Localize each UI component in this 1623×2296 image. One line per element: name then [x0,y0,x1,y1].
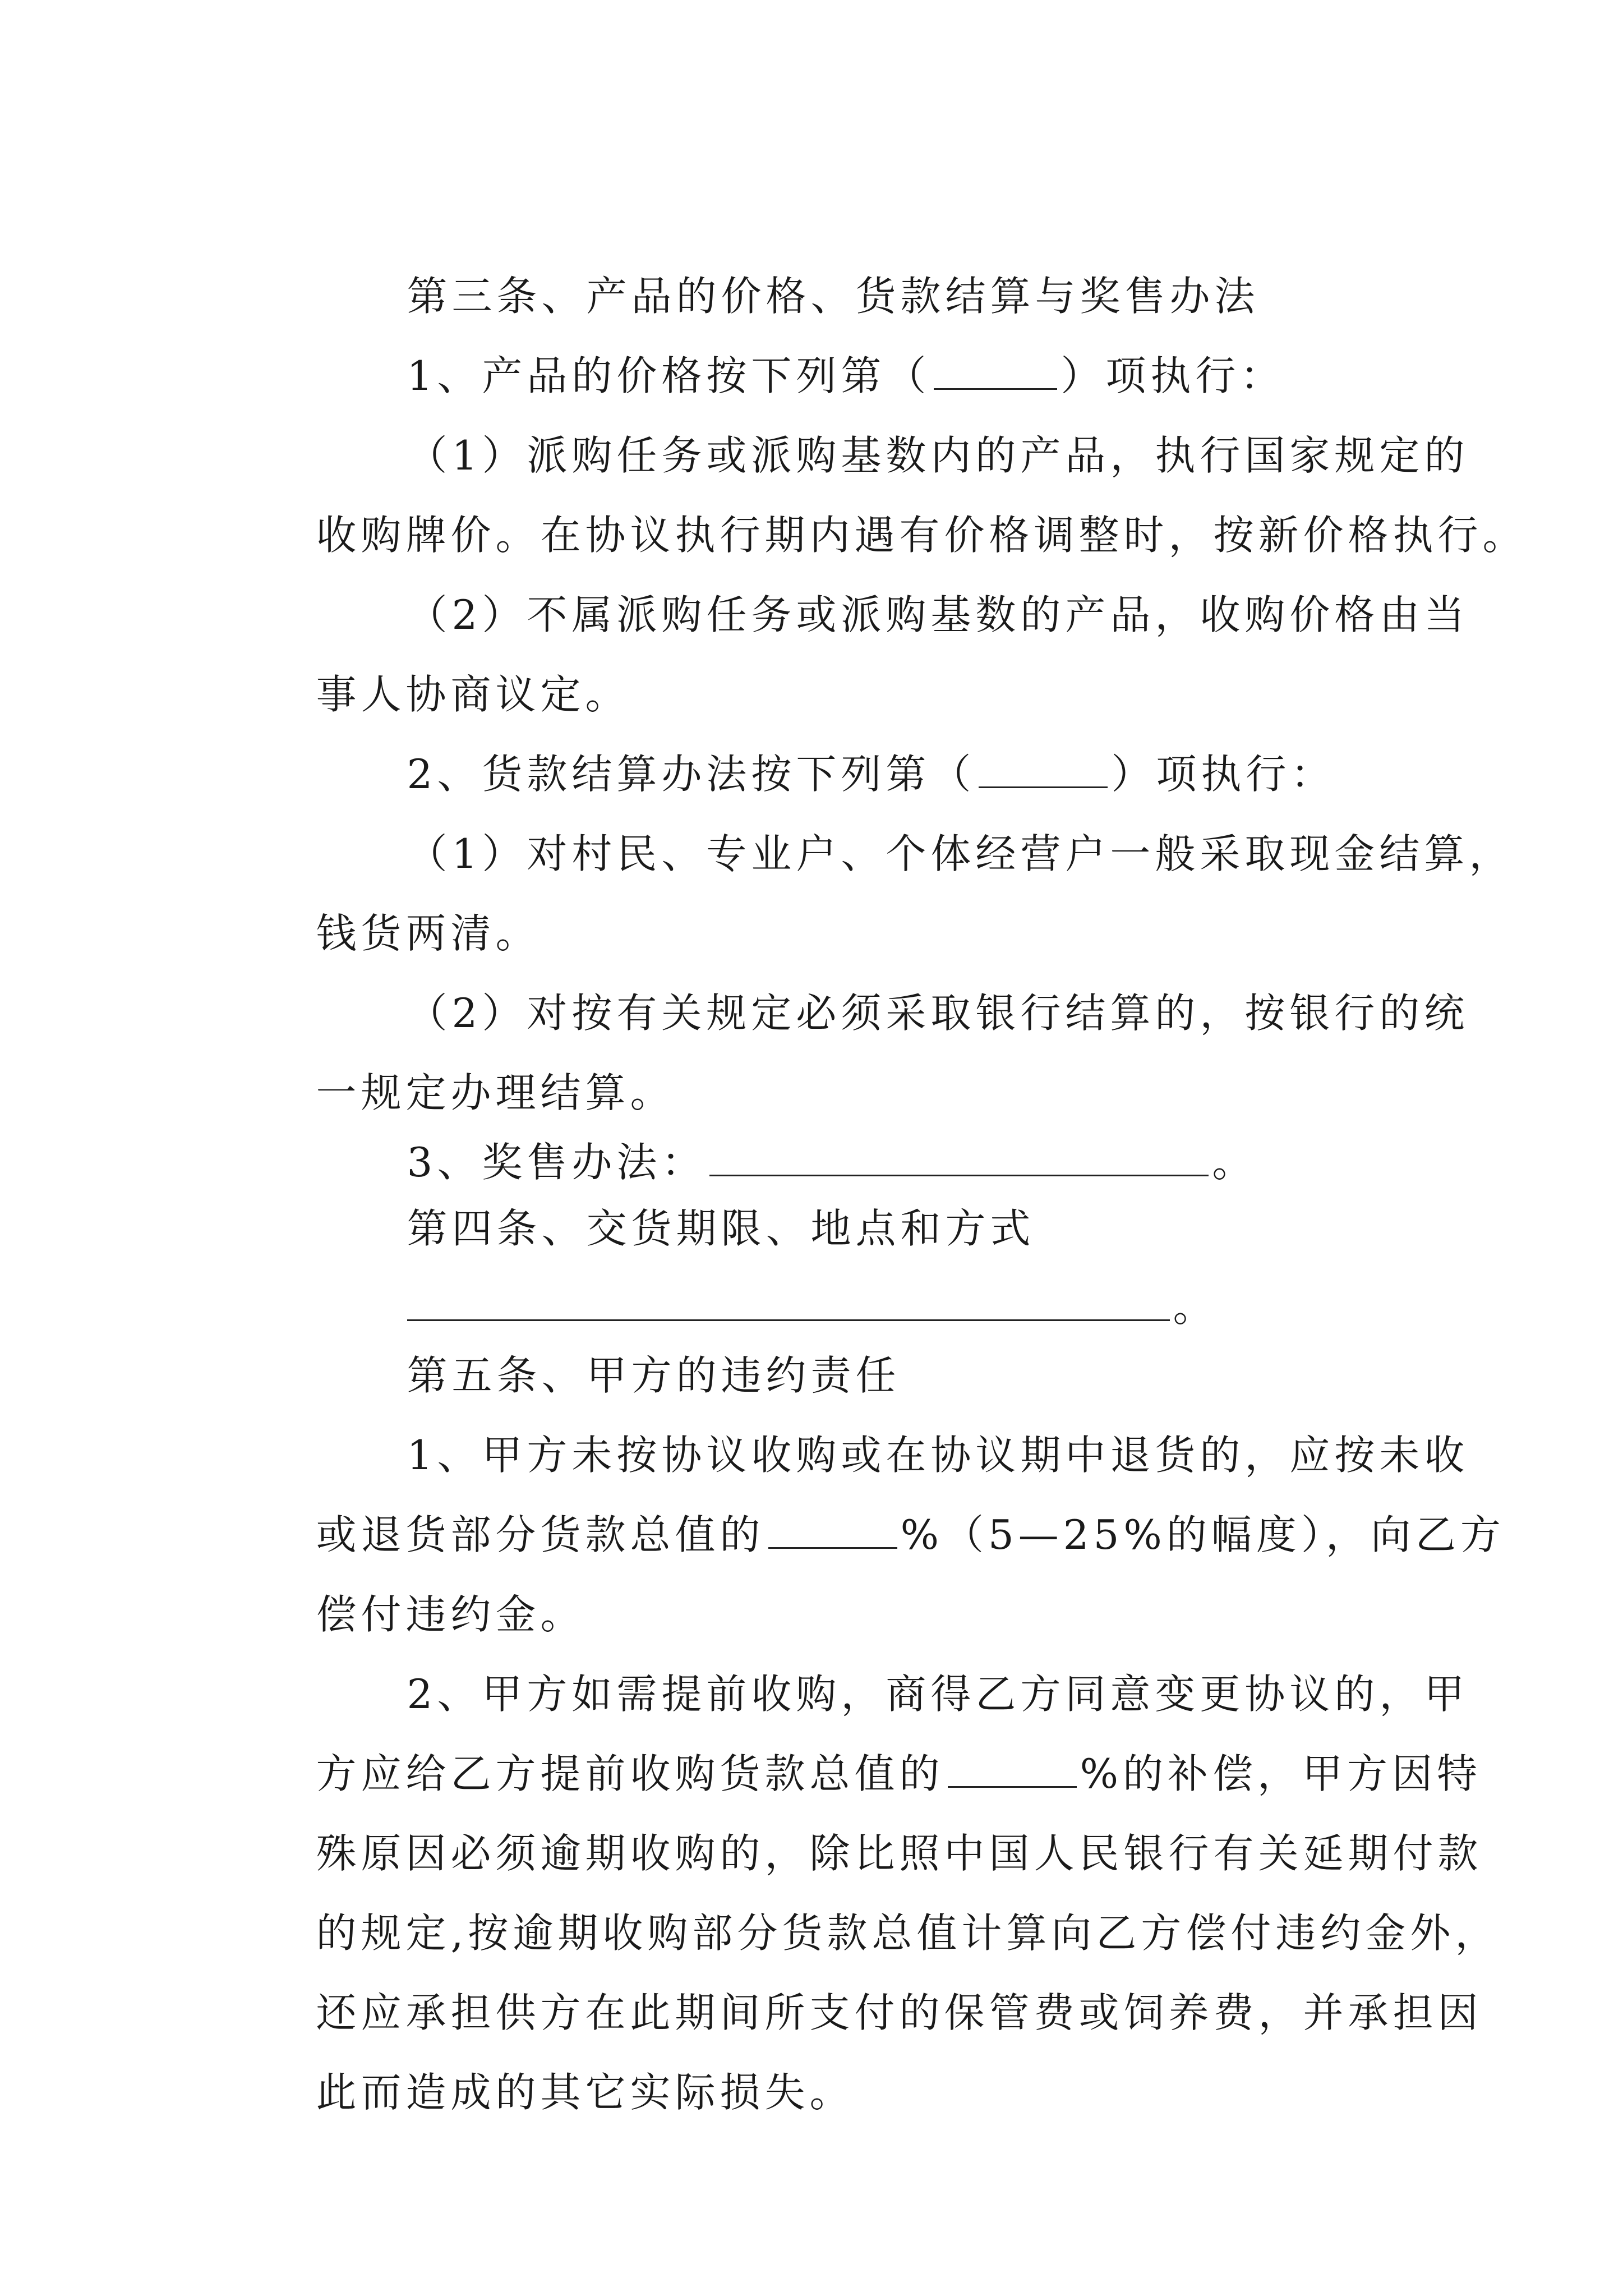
article5-p1-line1: 1、甲方未按协议收购或在协议期中退货的，应按未收 [407,1432,1469,1479]
article3-item1: 1、产品的价格按下列第（ ）项执行： [407,352,1285,399]
article5-p2-line6: 此而造成的其它实际损失。 [316,2069,855,2116]
item1-option1-line2: 收购牌价。在协议执行期内遇有价格调整时，按新价格执行。 [316,512,1528,559]
article5-p2-line3: 殊原因必须逾期收购的，除比照中国人民银行有关延期付款 [316,1830,1483,1877]
item2-option2-line2: 一规定办理结算。 [316,1069,675,1116]
article3-item3: 3、奖售办法： 。 [407,1139,1257,1186]
penalty-percent-blank[interactable] [768,1547,897,1549]
article3-item2: 2、货款结算办法按下列第（ ）项执行： [407,751,1336,798]
article5-p1-line3: 偿付违约金。 [316,1591,585,1638]
item2-option1-line2: 钱货两清。 [316,910,541,957]
item1-option2-line1: （2）不属派购任务或派购基数的产品，收购价格由当 [407,591,1469,638]
item1-option1-line1: （1）派购任务或派购基数内的产品，执行国家规定的 [407,432,1469,479]
article3-heading: 第三条、产品的价格、货款结算与奖售办法 [407,273,1260,320]
item1-option2-line2: 事人协商议定。 [316,671,630,718]
article5-p1-line2: 或退货部分货款总值的 %（5—25%的幅度），向乙方 [316,1511,1505,1558]
item2-option1-line1: （1）对村民、专业户、个体经营户一般采取现金结算， [407,830,1514,877]
article4-heading: 第四条、交货期限、地点和方式 [407,1205,1035,1252]
item2-option2-line1: （2）对按有关规定必须采取银行结算的，按银行的统 [407,990,1469,1037]
article5-heading: 第五条、甲方的违约责任 [407,1352,901,1399]
article5-p2-line1: 2、甲方如需提前收购，商得乙方同意变更协议的，甲 [407,1671,1469,1718]
article4-fill-line: 。 [338,1223,1218,1391]
article5-p2-line5: 还应承担供方在此期间所支付的保管费或饲养费，并承担因 [316,1989,1483,2036]
article5-p2-line2: 方应给乙方提前收购货款总值的 %的补偿，甲方因特 [316,1750,1482,1797]
article5-p2-line4: 的规定,按逾期收购部分货款总值计算向乙方偿付违约金外， [316,1910,1500,1957]
